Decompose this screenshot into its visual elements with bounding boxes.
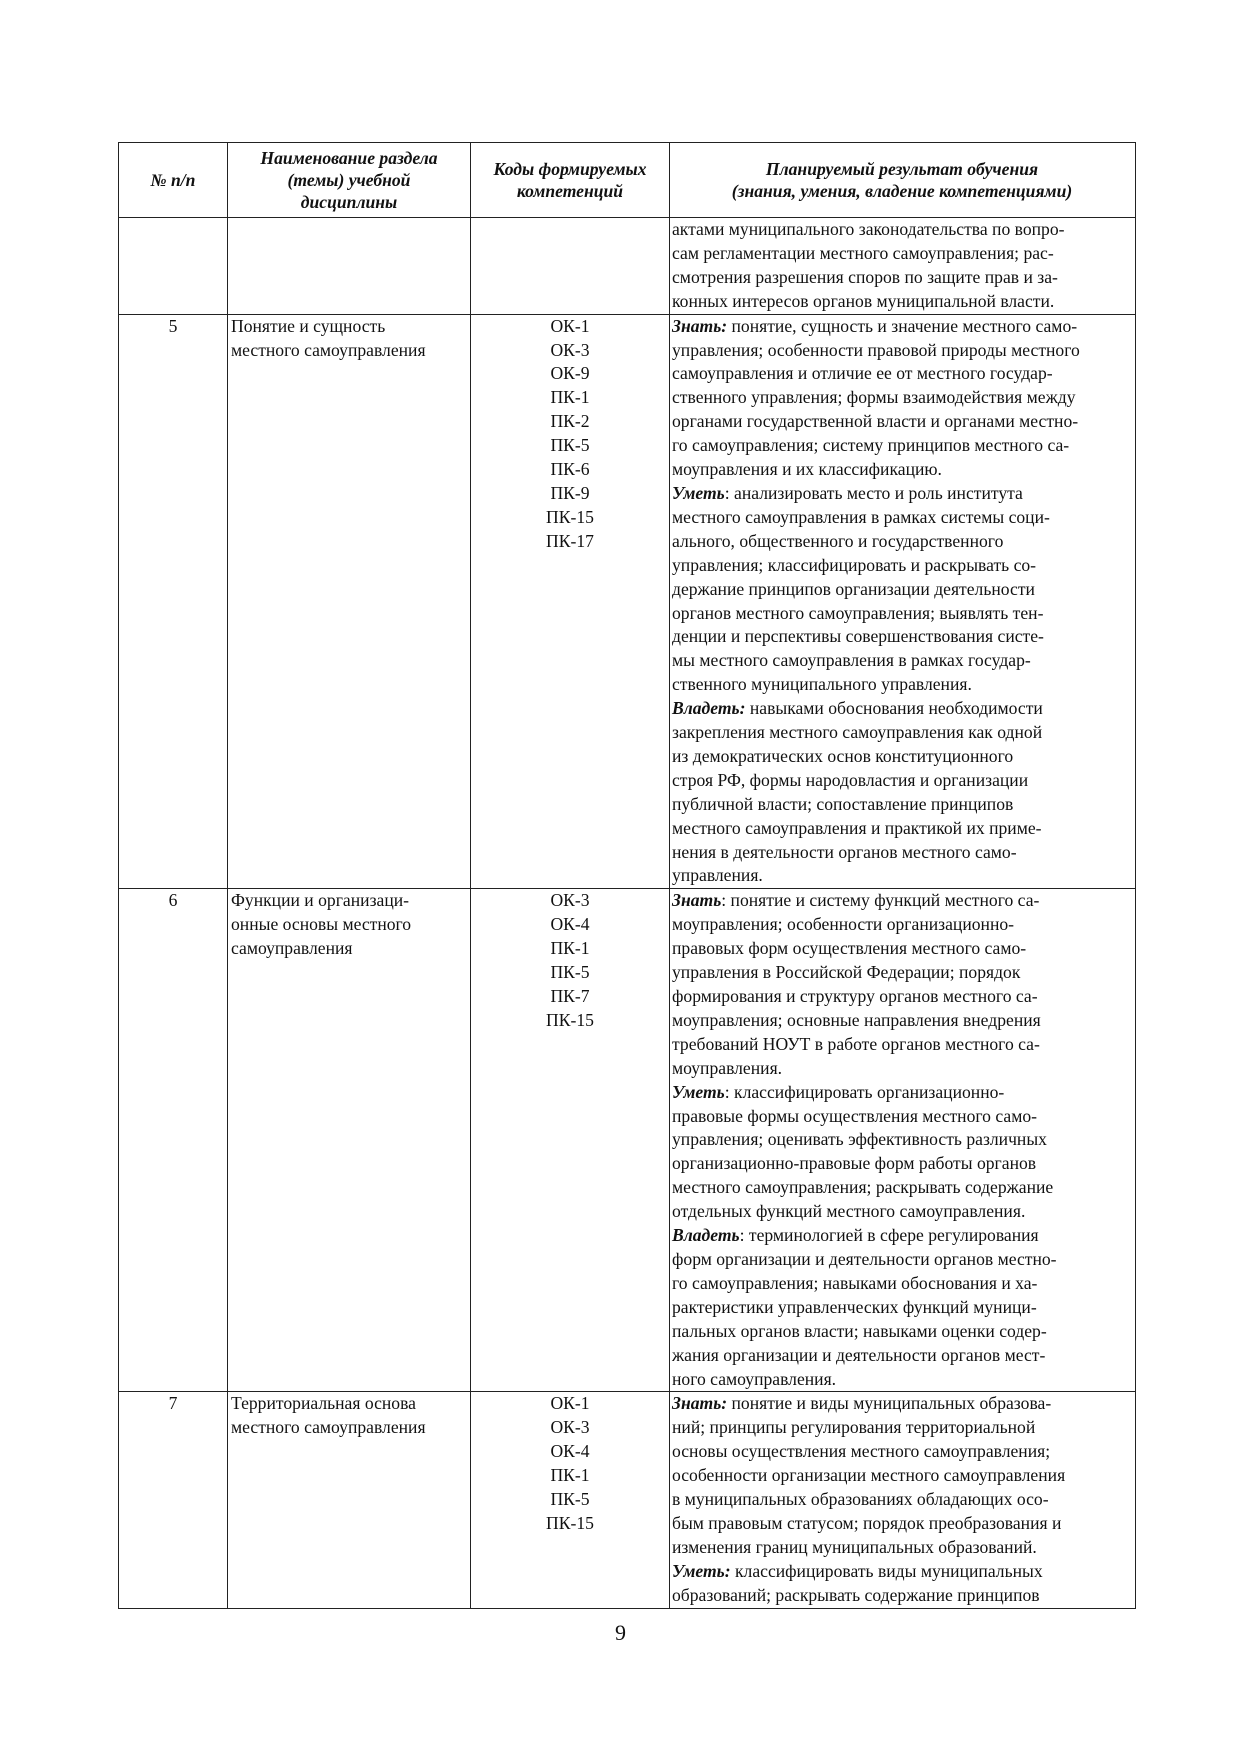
result-line <box>672 602 1132 626</box>
result-label: Уметь <box>672 1081 725 1102</box>
result-text: управления; классифицировать и раскрывать со- <box>672 554 1037 575</box>
result-text: местного самоуправления в рамках системы соци- <box>672 506 1050 527</box>
result-line <box>672 1296 1132 1320</box>
result-text: : классифицировать организационно- <box>724 1081 1005 1102</box>
competency-codes <box>471 314 670 889</box>
result-line <box>672 578 1132 602</box>
result-label: Владеть <box>672 1225 740 1246</box>
competency-code: ПК-2 <box>550 411 590 432</box>
result-text: из демократических основ конституционного <box>672 745 1014 766</box>
result-line <box>672 434 1132 458</box>
competency-code: ОК-3 <box>550 890 590 911</box>
result-line <box>672 1248 1132 1272</box>
result-line <box>672 1512 1132 1536</box>
result-label: Уметь <box>672 482 725 503</box>
competencies-table <box>118 142 1136 1609</box>
table-row <box>119 314 1136 889</box>
section-name-line: Функции и организаци- <box>231 890 410 911</box>
result-text: го самоуправления; навыками обоснования и ха- <box>672 1272 1038 1293</box>
result-text: публичной власти; сопоставление принципов <box>672 793 1014 814</box>
result-text: моуправления; особенности организационно- <box>672 914 1015 935</box>
result-text: конных интересов органов муниципальной власти. <box>672 290 1055 311</box>
result-text: ного самоуправления. <box>672 1368 837 1389</box>
result-text: форм организации и деятельности органов местно- <box>672 1248 1057 1269</box>
result-line <box>672 1416 1132 1440</box>
section-name <box>228 889 471 1392</box>
result-line <box>672 841 1132 865</box>
result-line <box>672 1176 1132 1200</box>
result-text: самоуправления и отличие ее от местного государ- <box>672 363 1053 384</box>
result-text: сам регламентации местного самоуправления; рас- <box>672 242 1054 263</box>
result-text: ний; принципы регулирования территориальной <box>672 1417 1036 1438</box>
competency-code: ПК-7 <box>550 986 590 1006</box>
result-text: ального, общественного и государственного <box>672 530 1004 551</box>
result-text: : анализировать место и роль института <box>724 482 1023 503</box>
competency-code: ПК-9 <box>550 482 590 503</box>
learning-result <box>670 889 1136 1392</box>
section-name-line: Территориальная основа <box>231 1393 416 1414</box>
header-codes: Коды формируемых компетенций <box>471 143 670 218</box>
result-text: смотрения разрешения споров по защите прав и за- <box>672 266 1058 287</box>
result-text: организационно-правовые форм работы органов <box>672 1153 1037 1174</box>
result-line <box>672 1344 1132 1368</box>
section-name <box>228 218 471 315</box>
result-line <box>672 1320 1132 1344</box>
result-text: отдельных функций местного самоуправления. <box>672 1201 1026 1222</box>
learning-result <box>670 1392 1136 1608</box>
result-line <box>672 673 1132 697</box>
section-name-line: самоуправления <box>231 938 353 959</box>
result-text: мы местного самоуправления в рамках государ- <box>672 650 1031 671</box>
result-line <box>672 386 1132 410</box>
result-label: Знать <box>672 890 722 911</box>
row-number: 5 <box>119 314 228 889</box>
result-line <box>672 961 1132 985</box>
result-line <box>672 625 1132 649</box>
table-body <box>119 218 1136 1609</box>
result-line <box>672 817 1132 841</box>
competency-code: ОК-4 <box>550 1441 590 1462</box>
result-line <box>672 1224 1132 1248</box>
result-line <box>672 1152 1132 1176</box>
section-name <box>228 1392 471 1608</box>
result-text: органами государственной власти и органами местно- <box>672 411 1079 432</box>
competency-code: ПК-15 <box>546 1512 594 1533</box>
result-line <box>672 985 1132 1009</box>
section-name-line: местного самоуправления <box>231 339 426 360</box>
result-text: моуправления. <box>672 1057 783 1078</box>
table-header <box>119 143 1136 218</box>
result-text: управления; особенности правовой природы местного <box>672 339 1080 360</box>
result-line <box>672 410 1132 434</box>
competency-code: ОК-1 <box>550 315 590 336</box>
result-line <box>672 1272 1132 1296</box>
result-label: Уметь: <box>672 1560 731 1581</box>
result-text: основы осуществления местного самоуправления; <box>672 1441 1051 1462</box>
result-text: моуправления; основные направления внедрения <box>672 1009 1041 1030</box>
result-label: Знать: <box>672 1393 728 1414</box>
result-text: формирования и структуру органов местного са- <box>672 986 1038 1006</box>
result-line <box>672 649 1132 673</box>
result-line <box>672 530 1132 554</box>
result-line <box>672 1464 1132 1488</box>
result-text: рактеристики управленческих функций муници- <box>672 1296 1037 1317</box>
result-text: : терминологией в сфере регулирования <box>739 1225 1039 1246</box>
section-name-line: местного самоуправления <box>231 1417 426 1438</box>
result-text: органов местного самоуправления; выявлять тен- <box>672 602 1044 623</box>
result-line <box>672 1392 1132 1416</box>
result-line <box>672 937 1132 961</box>
section-name-line: онные основы местного <box>231 914 412 935</box>
learning-result <box>670 218 1136 315</box>
competency-code: ПК-5 <box>550 1489 590 1510</box>
result-line <box>672 769 1132 793</box>
result-text: управления; оценивать эффективность различных <box>672 1129 1047 1150</box>
result-line <box>672 1440 1132 1464</box>
competency-codes <box>471 889 670 1392</box>
result-line <box>672 482 1132 506</box>
competency-code: ПК-6 <box>550 459 590 480</box>
result-text: понятие, сущность и значение местного само- <box>727 315 1078 336</box>
result-line <box>672 889 1132 913</box>
result-text: требований НОУТ в работе органов местного са- <box>672 1033 1040 1054</box>
result-label: Знать: <box>672 315 728 336</box>
result-text: ственного муниципального управления. <box>672 674 972 695</box>
row-number: 6 <box>119 889 228 1392</box>
section-name-line: Понятие и сущность <box>231 315 386 336</box>
result-line <box>672 1081 1132 1105</box>
result-line <box>672 1488 1132 1512</box>
result-text: ственного управления; формы взаимодействия между <box>672 387 1076 408</box>
result-line <box>672 1033 1132 1057</box>
result-line <box>672 339 1132 363</box>
result-line <box>672 218 1132 242</box>
result-line <box>672 362 1132 386</box>
result-text: закрепления местного самоуправления как одной <box>672 722 1043 743</box>
result-line <box>672 554 1132 578</box>
competency-code: ПК-5 <box>550 962 590 983</box>
competency-code: ОК-3 <box>550 339 590 360</box>
result-line <box>672 1009 1132 1033</box>
result-text: актами муниципального законодательства по вопро- <box>672 219 1065 239</box>
result-line <box>672 290 1132 314</box>
result-text: местного самоуправления; раскрывать содержание <box>672 1177 1054 1198</box>
result-line <box>672 266 1132 290</box>
result-text: денции и перспективы совершенствования систе- <box>672 626 1044 647</box>
result-text: правовые формы осуществления местного само- <box>672 1105 1037 1126</box>
learning-result <box>670 314 1136 889</box>
row-number: 7 <box>119 1392 228 1608</box>
result-line <box>672 1560 1132 1584</box>
result-text: изменения границ муниципальных образований. <box>672 1536 1037 1557</box>
page-number: 9 <box>615 1620 626 1645</box>
result-line <box>672 721 1132 745</box>
result-text: нения в деятельности органов местного само- <box>672 841 1017 862</box>
result-line <box>672 793 1132 817</box>
result-line <box>672 242 1132 266</box>
competency-code: ПК-17 <box>546 530 594 551</box>
competency-code: ПК-1 <box>550 1465 590 1486</box>
competency-code: ПК-5 <box>550 435 590 456</box>
result-line <box>672 1368 1132 1392</box>
result-text: управления. <box>672 865 763 886</box>
result-text: : понятие и систему функций местного са- <box>721 890 1040 911</box>
header-section-name: Наименование раздела (темы) учебной дисциплины <box>228 143 471 218</box>
competency-codes <box>471 218 670 315</box>
competency-code: ПК-15 <box>546 1009 594 1030</box>
result-label: Владеть: <box>672 698 746 719</box>
result-text: навыками обоснования необходимости <box>745 698 1043 719</box>
header-result: Планируемый результат обучения (знания, умения, владение компетенциями) <box>670 143 1136 218</box>
competency-code: ПК-1 <box>550 387 590 408</box>
result-text: строя РФ, формы народовластия и организации <box>672 769 1029 790</box>
result-text: пальных органов власти; навыками оценки содер- <box>672 1320 1047 1341</box>
result-line <box>672 913 1132 937</box>
competency-code: ОК-9 <box>550 363 590 384</box>
table-row <box>119 1392 1136 1608</box>
competency-code: ОК-3 <box>550 1417 590 1438</box>
result-text: жания организации и деятельности органов мест- <box>672 1344 1046 1365</box>
result-text: управления в Российской Федерации; порядок <box>672 962 1021 983</box>
competency-code: ПК-15 <box>546 506 594 527</box>
result-text: держание принципов организации деятельности <box>672 578 1035 599</box>
result-line <box>672 506 1132 530</box>
competency-code: ОК-1 <box>550 1393 590 1414</box>
result-line <box>672 1105 1132 1129</box>
competency-code: ОК-4 <box>550 914 590 935</box>
section-name <box>228 314 471 889</box>
result-line <box>672 1584 1132 1608</box>
result-text: моуправления и их классификацию. <box>672 459 942 480</box>
row-number <box>119 218 228 315</box>
result-line <box>672 315 1132 339</box>
header-number: № п/п <box>119 143 228 218</box>
competency-codes <box>471 1392 670 1608</box>
result-line <box>672 864 1132 888</box>
result-text: образований; раскрывать содержание принципов <box>672 1584 1040 1605</box>
result-text: правовых форм осуществления местного само- <box>672 938 1027 959</box>
table-row <box>119 889 1136 1392</box>
result-line <box>672 745 1132 769</box>
result-text: понятие и виды муниципальных образова- <box>727 1393 1052 1414</box>
competency-code: ПК-1 <box>550 938 590 959</box>
result-line <box>672 697 1132 721</box>
result-line <box>672 1200 1132 1224</box>
result-line <box>672 1128 1132 1152</box>
result-text: местного самоуправления и практикой их приме- <box>672 817 1042 838</box>
result-text: особенности организации местного самоуправления <box>672 1465 1066 1486</box>
result-line <box>672 1536 1132 1560</box>
result-line <box>672 1057 1132 1081</box>
result-text: бым правовым статусом; порядок преобразования и <box>672 1512 1062 1533</box>
result-text: в муниципальных образованиях обладающих осо- <box>672 1489 1049 1510</box>
table-row <box>119 218 1136 315</box>
result-text: классифицировать виды муниципальных <box>730 1560 1043 1581</box>
result-line <box>672 458 1132 482</box>
result-text: го самоуправления; систему принципов местного са- <box>672 435 1070 456</box>
